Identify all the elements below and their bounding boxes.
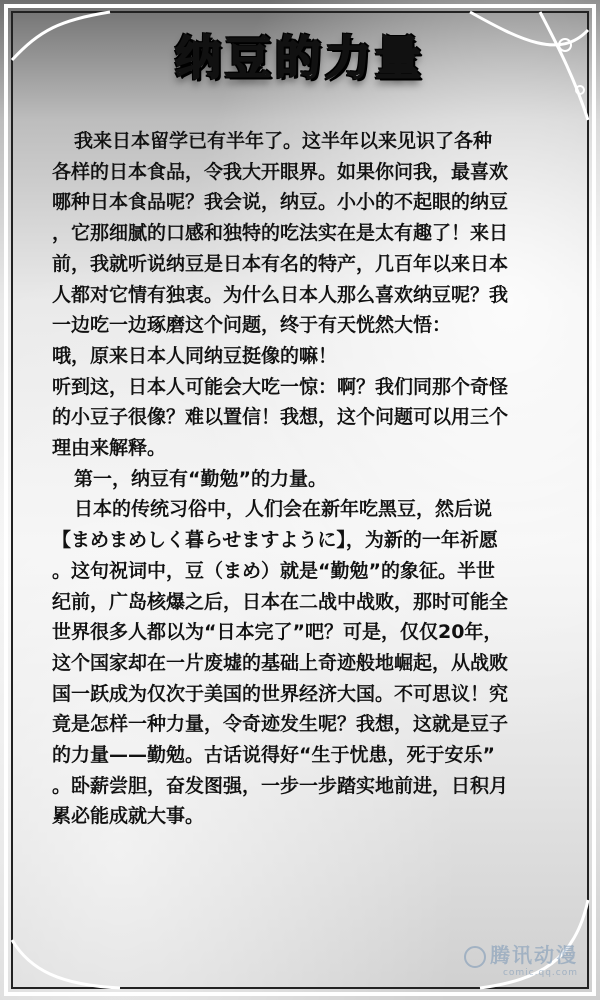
page-title: 纳豆的力量 (175, 31, 425, 85)
qq-comic-logo-icon (464, 946, 486, 968)
text-line: 世界很多人都以为“日本完了”吧？可是，仅仅20年， (52, 621, 503, 644)
frame-swirl-bottom-left (12, 940, 120, 988)
text-line: 我来日本留学已有半年了。这半年以来见识了各种 (74, 130, 493, 152)
text-line: 哪种日本食品呢？我会说，纳豆。小小的不起眼的纳豆 (52, 191, 509, 214)
text-line: 国一跃成为仅次于美国的世界经济大国。不可思议！究 (52, 682, 509, 705)
article-body (52, 126, 572, 832)
text-line: ，它那细腻的口感和独特的吃法实在是太有趣了！来日 (52, 222, 509, 245)
text-line: 人都对它情有独衷。为什么日本人那么喜欢纳豆呢？我 (52, 283, 509, 306)
text-line: 日本的传统习俗中，人们会在新年吃黑豆，然后说 (74, 498, 493, 521)
text-line: 前，我就听说纳豆是日本有名的特产，几百年以来日本 (52, 252, 509, 275)
text-line: 这个国家却在一片废墟的基础上奇迹般地崛起，从战败 (52, 651, 509, 674)
text-line: 听到这，日本人可能会大吃一惊：啊？我们同那个奇怪 (52, 375, 509, 398)
text-line: 各样的日本食品，令我大开眼界。如果你问我，最喜欢 (52, 160, 509, 183)
text-line: 【まめまめしく暮らせますように】，为新的一年祈愿 (52, 529, 498, 552)
text-line: 累必能成就大事。 (52, 805, 205, 828)
text-line: 的小豆子很像？难以置信！我想，这个问题可以用三个 (52, 406, 509, 429)
watermark-main: 腾讯动漫 (490, 943, 578, 967)
watermark-sub: comic.qq.com (502, 968, 578, 978)
text-line: 。卧薪尝胆，奋发图强，一步一步踏实地前进，日积月 (52, 774, 509, 797)
watermark-logo (464, 939, 578, 978)
text-line: 第一，纳豆有“勤勉”的力量。 (74, 467, 327, 490)
text-line: 竟是怎样一种力量，令奇迹发生呢？我想，这就是豆子 (52, 713, 509, 736)
text-line: 理由来解释。 (52, 437, 167, 460)
text-line: 的力量——勤勉。古话说得好“生于忧患，死于安乐” (52, 744, 495, 767)
text-line: 纪前，广岛核爆之后，日本在二战中战败，那时可能全 (52, 590, 509, 613)
text-line: 一边吃一边琢磨这个问题，终于有天恍然大悟： (52, 314, 452, 337)
text-line: 。这句祝词中，豆（まめ）就是“勤勉”的象征。半世 (52, 559, 495, 582)
text-line: 哦，原来日本人同纳豆挺像的嘛！ (52, 344, 338, 367)
